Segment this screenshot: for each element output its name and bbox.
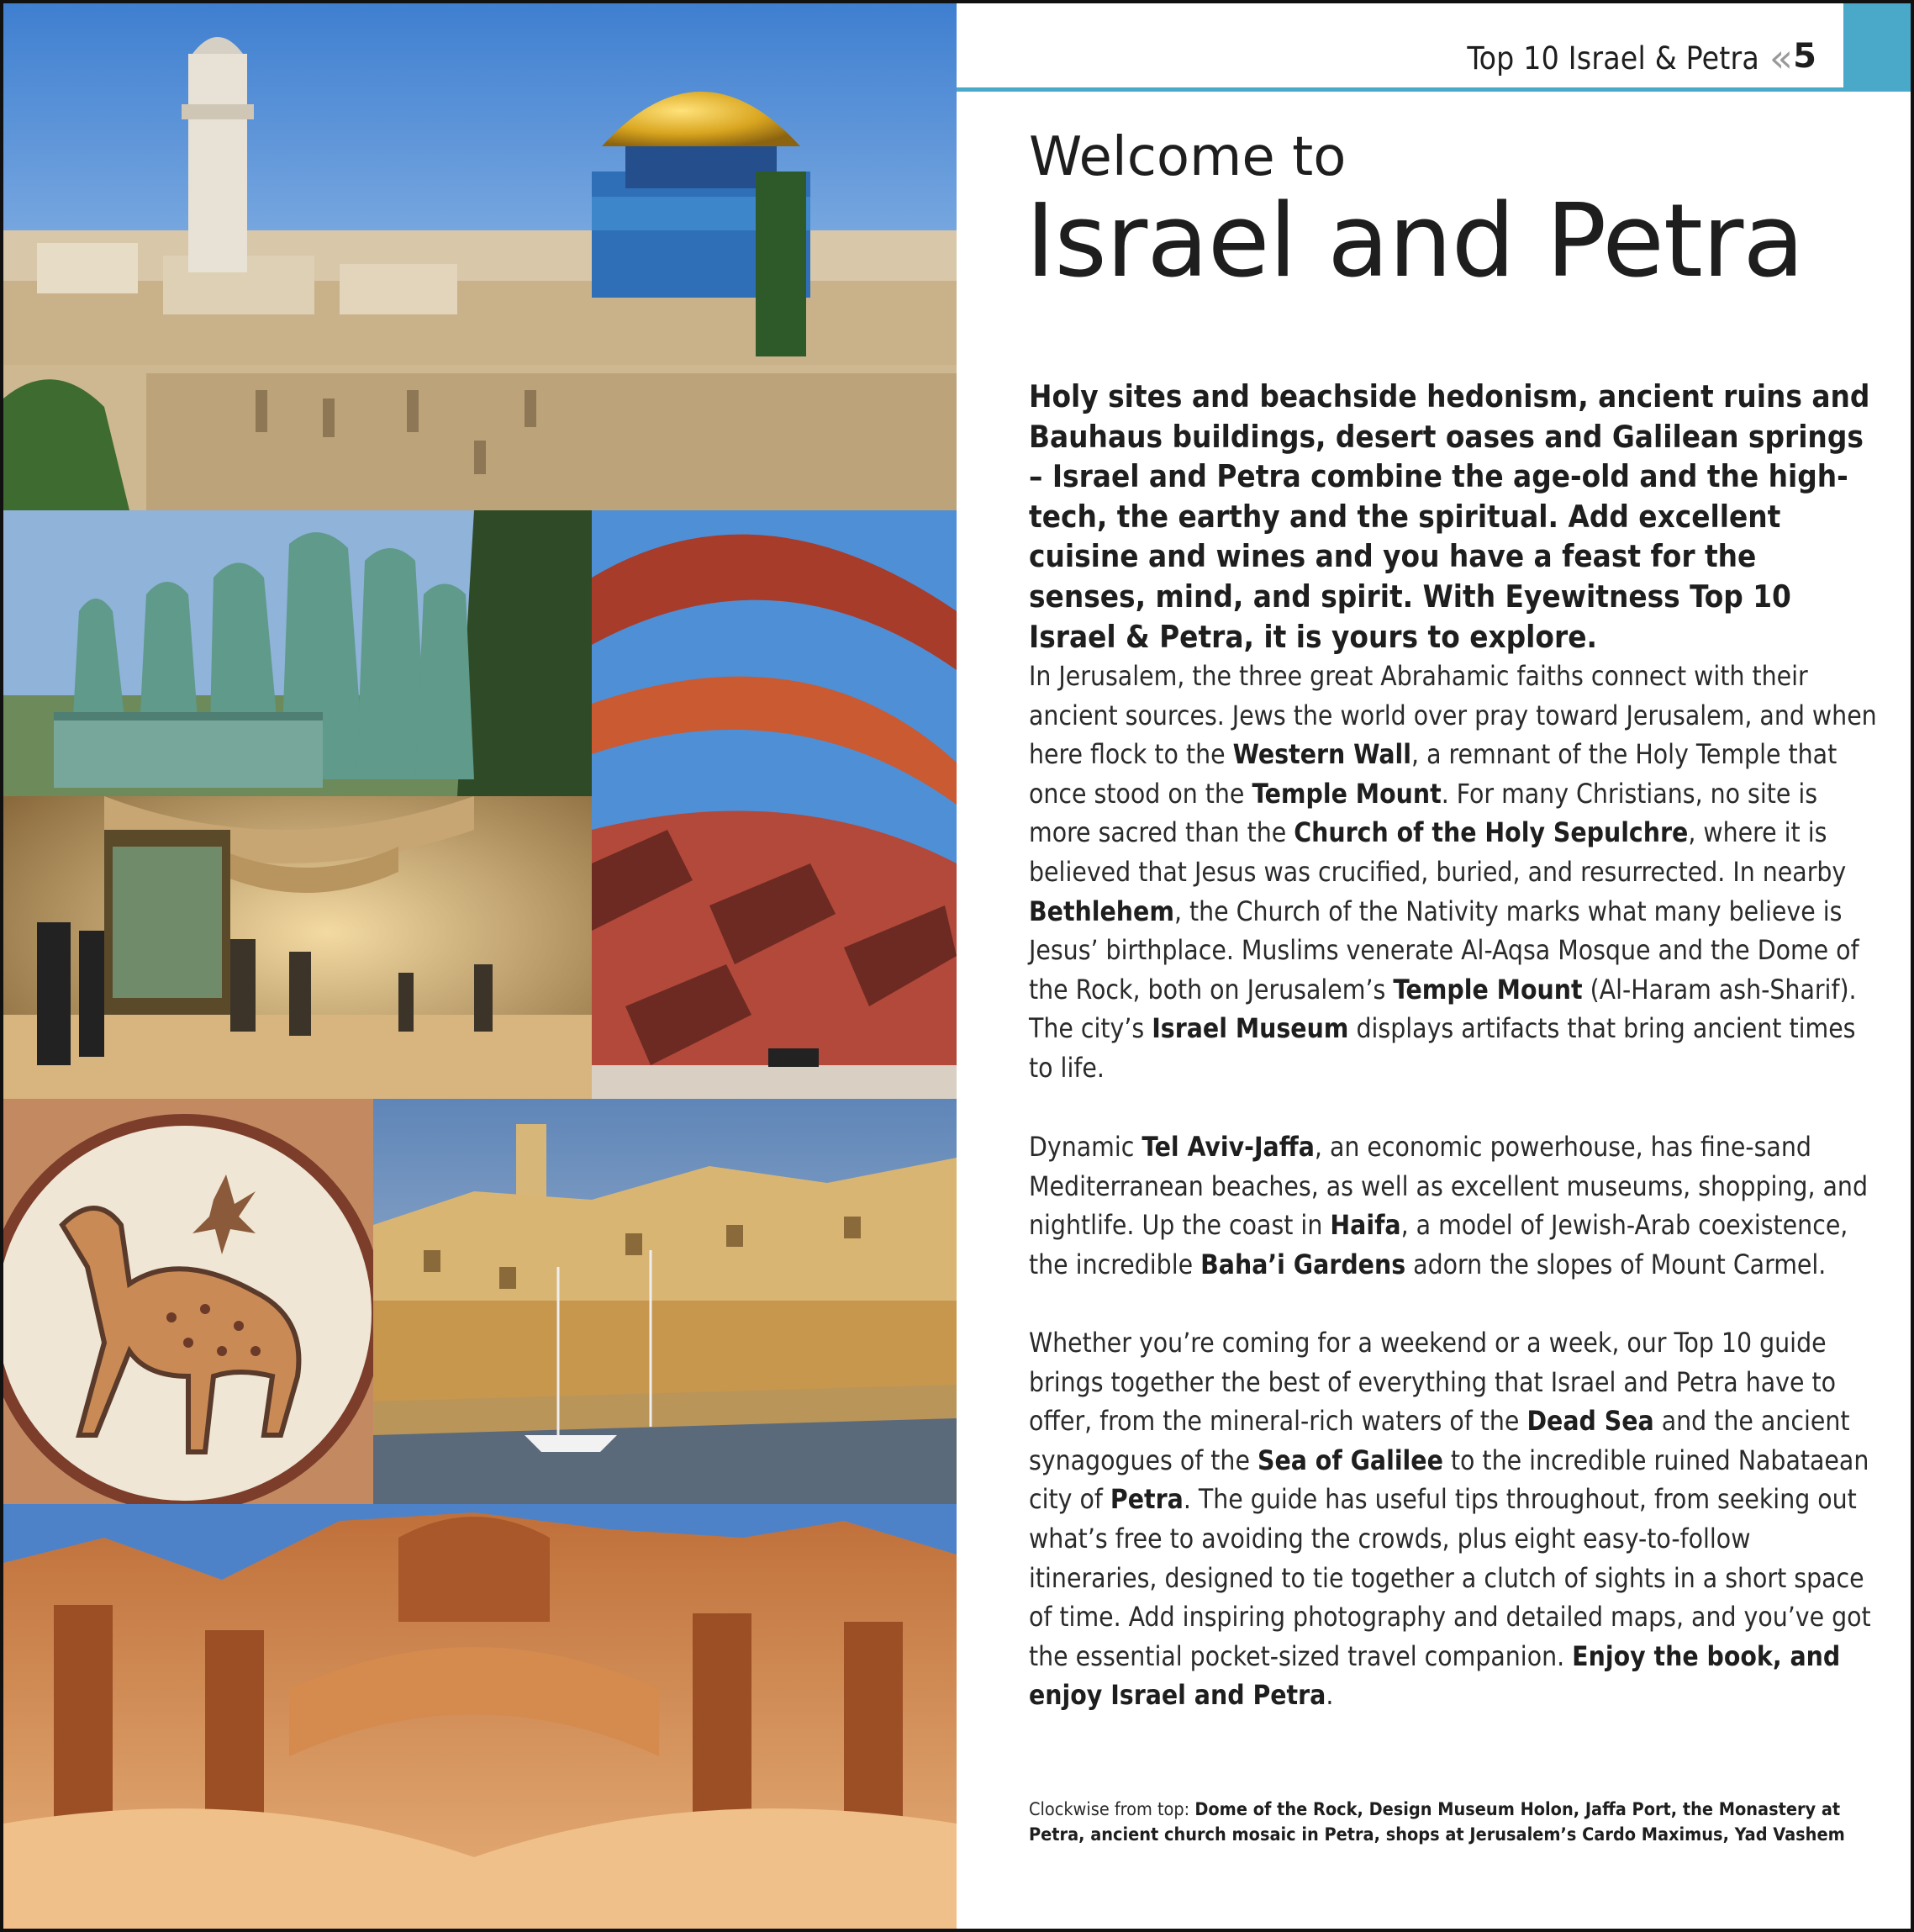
photo-design-museum-holon xyxy=(592,510,957,1099)
body-paragraph-2: Dynamic Tel Aviv-Jaffa, an economic powerhouse, has fine-sand Mediterranean beaches, as well as excellent museums, shopping, and nightlife. Up the coast in Haifa, a model of Jewish-Arab coexistence, the incredible Baha’i Gardens adorn the slopes of Mount Carmel. xyxy=(1029,1132,1868,1280)
photo-jaffa-port xyxy=(373,1099,957,1504)
highlight-bahai-gardens: Baha’i Gardens xyxy=(1200,1249,1406,1280)
caption-items: Dome of the Rock, Design Museum Holon, Jaffa Port, the Monastery at Petra, ancient church mosaic in Petra, shops at Jerusalem’s Cardo Maximus, Yad Vashem xyxy=(1029,1799,1845,1845)
page-number: 5 xyxy=(1793,37,1816,76)
highlight-dead-sea: Dead Sea xyxy=(1526,1407,1654,1438)
chevrons-icon: « xyxy=(1769,35,1793,81)
intro-paragraph: Holy sites and beachside hedonism, ancient ruins and Bauhaus buildings, desert oases and Galilean springs – Israel and Petra combine the age-old and the high-tech, the earthy and the spiritual. Add excellent cuisine and wines and you have a feast for the senses, mind, and spirit. With Eyewitness Top 10 Israel & Petra, it is yours to explore. xyxy=(1029,378,1870,655)
photo-petra-mosaic xyxy=(3,1099,373,1504)
highlight-holy-sepulchre: Church of the Holy Sepulchre xyxy=(1294,818,1689,849)
header-tab xyxy=(1843,3,1911,92)
highlight-petra: Petra xyxy=(1110,1485,1184,1516)
highlight-temple-mount: Temple Mount xyxy=(1252,779,1442,810)
photo-yad-vashem xyxy=(3,510,592,796)
photo-dome-of-the-rock xyxy=(3,3,957,510)
photo-collage xyxy=(3,3,957,1929)
title-kicker: Welcome to xyxy=(1029,126,1347,188)
highlight-temple-mount-2: Temple Mount xyxy=(1393,974,1583,1006)
highlight-western-wall: Western Wall xyxy=(1232,740,1412,771)
running-title: Top 10 Israel & Petra xyxy=(1467,40,1759,77)
highlight-enjoy: Enjoy the book, and enjoy Israel and Petra xyxy=(1029,1641,1841,1712)
photo-petra-monastery xyxy=(3,1504,957,1929)
highlight-sea-of-galilee: Sea of Galilee xyxy=(1257,1445,1443,1476)
body-paragraph-3: Whether you’re coming for a weekend or a week, our Top 10 guide brings together the best of everything that Israel and Petra have to offer, from the mineral-rich waters of the Dead Sea and the ancient synagogues of the Sea of Galilee to the incredible ruined Nabataean city of Petra. The guide has useful tips throughout, from seeking out what’s free to avoiding the crowds, plus eight easy-to-follow itineraries, designed to tie together a clutch of sights in a short space of time. Add inspiring photography and detailed maps, and you’ve got the essential pocket-sized travel companion. Enjoy the book, and enjoy Israel and Petra. xyxy=(1029,1328,1871,1712)
running-header xyxy=(957,3,1911,91)
header-rule xyxy=(957,87,1843,92)
body-paragraph-1: In Jerusalem, the three great Abrahamic faiths connect with their ancient sources. Jews the world over pray toward Jerusalem, and when here flock to the Western Wall, a remnant of the Holy Temple that once stood on the Temple Mount. For many Christians, no site is more sacred than the Church of the Holy Sepulchre, where it is believed that Jesus was crucified, buried, and resurrected. In nearby Bethlehem, the Church of the Nativity marks what many believe is Jesus’ birthplace. Muslims venerate Al-Aqsa Mosque and the Dome of the Rock, both on Jerusalem’s Temple Mount (Al-Haram ash-Sharif). The city’s Israel Museum displays artifacts that bring ancient times to life. xyxy=(1029,662,1877,1084)
highlight-bethlehem: Bethlehem xyxy=(1029,896,1174,927)
highlight-israel-museum: Israel Museum xyxy=(1152,1014,1349,1045)
photo-caption: Clockwise from top: Dome of the Rock, Design Museum Holon, Jaffa Port, the Monastery at Petra, ancient church mosaic in Petra, shops at Jerusalem’s Cardo Maximus, Yad Vashem xyxy=(1029,1799,1845,1845)
highlight-tel-aviv-jaffa: Tel Aviv-Jaffa xyxy=(1142,1132,1315,1163)
highlight-haifa: Haifa xyxy=(1330,1211,1401,1242)
page-title: Israel and Petra xyxy=(1026,183,1804,300)
photo-cardo-maximus xyxy=(3,796,592,1099)
